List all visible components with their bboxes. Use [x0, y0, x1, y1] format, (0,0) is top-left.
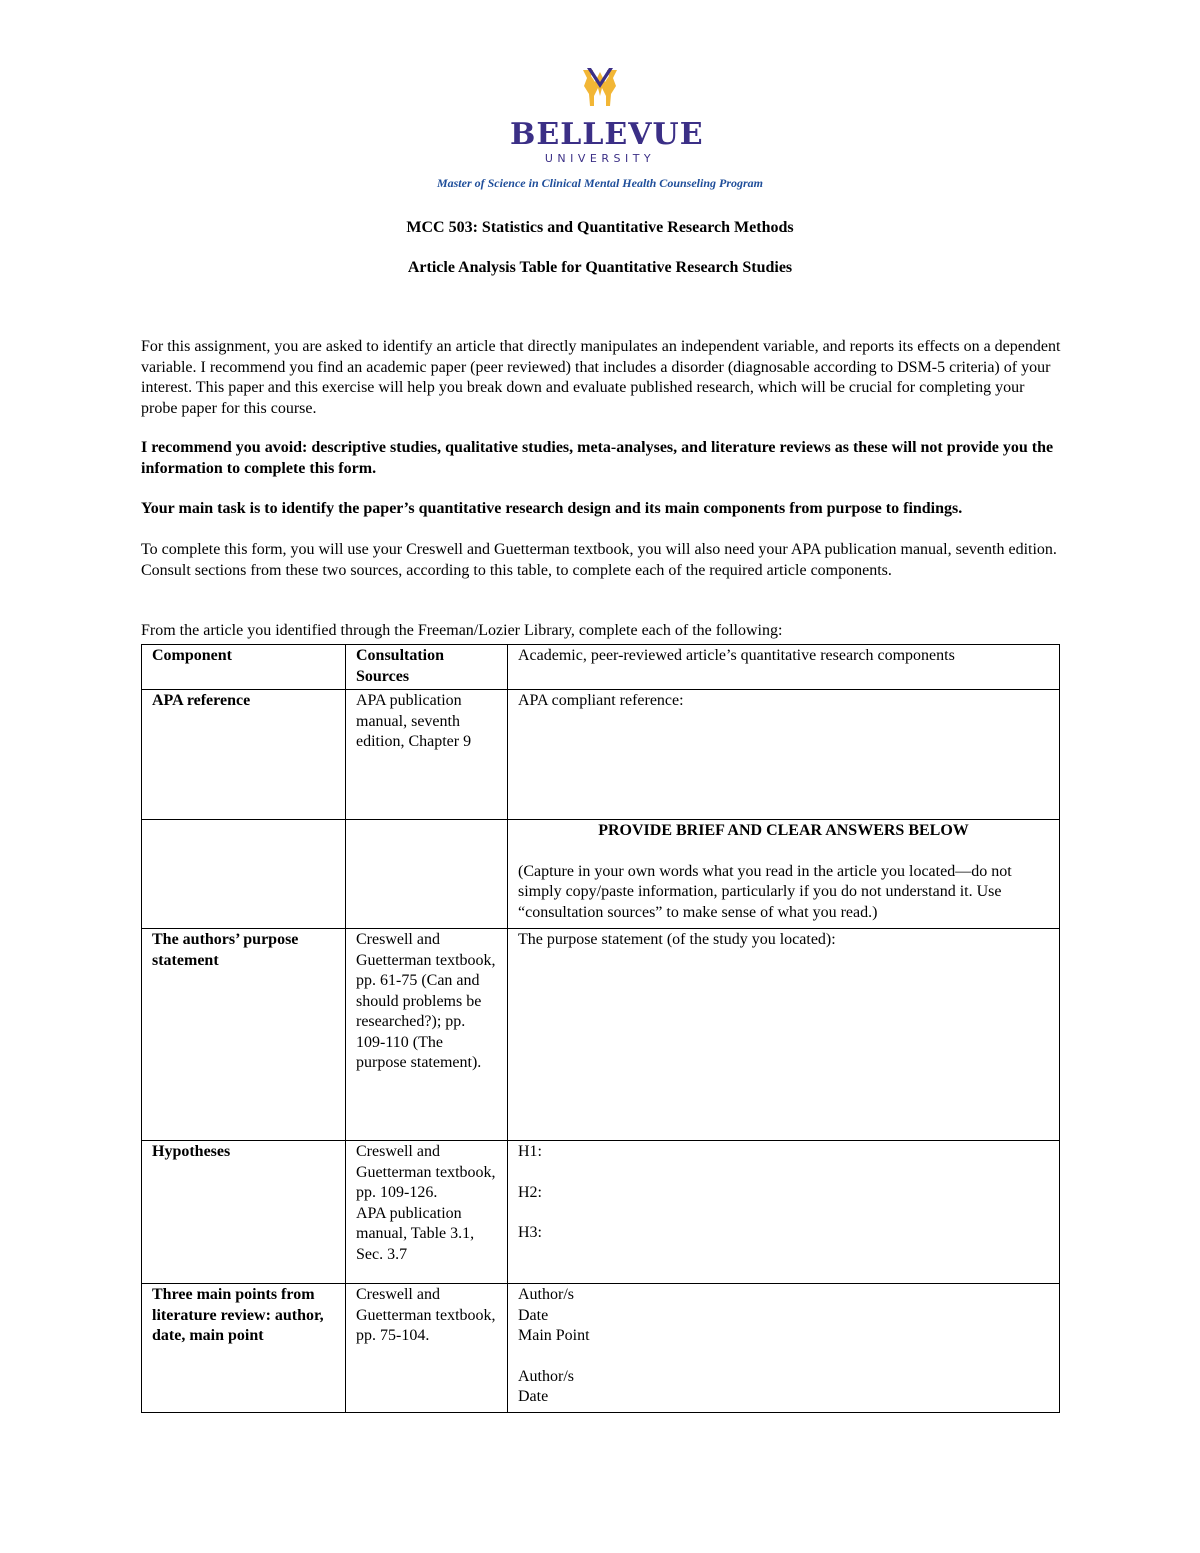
apa-answer[interactable]: APA compliant reference: [508, 690, 1060, 820]
literature-component: Three main points from literature review: author, date, main point [142, 1284, 346, 1413]
hypothesis-h3: H3: [518, 1224, 542, 1241]
literature-date-1: Date [518, 1306, 549, 1324]
logo-subtitle: UNIVERSITY [544, 152, 656, 165]
purpose-answer[interactable]: The purpose statement (of the study you located): [508, 929, 1060, 1141]
bellevue-crest-icon [577, 66, 623, 112]
course-title: MCC 503: Statistics and Quantitative Research Methods [406, 219, 794, 236]
literature-author-1: Author/s [518, 1286, 574, 1303]
table-row-hypotheses [142, 1141, 1060, 1284]
instructions-component-empty [142, 820, 346, 929]
avoid-paragraph: I recommend you avoid: descriptive studies, qualitative studies, meta-analyses, and literature reviews as these will not provide you the information to complete this form. [141, 439, 1054, 477]
hypotheses-sources [346, 1141, 508, 1284]
document-subtitle: Article Analysis Table for Quantitative Research Studies [407, 259, 793, 276]
purpose-sources: Creswell and Guetterman textbook, pp. 61-75 (Can and should problems be researched?); pp. 109-110 (The purpose statement). [346, 929, 508, 1141]
literature-sources: Creswell and Guetterman textbook, pp. 75-104. [346, 1284, 508, 1413]
literature-answer[interactable] [508, 1284, 1060, 1413]
table-row-apa [142, 690, 1060, 820]
instructions-paragraph: To complete this form, you will use your Creswell and Guetterman textbook, you will also need your APA publication manual, seventh edition. Consult sections from these two sources, according to this table, to complete each of the required article components. [141, 541, 1057, 579]
literature-author-2: Author/s [518, 1367, 574, 1385]
instructions-heading: PROVIDE BRIEF AND CLEAR ANSWERS BELOW [598, 822, 969, 839]
literature-main-point-1: Main Point [518, 1327, 590, 1344]
table-header-row [142, 645, 1060, 690]
instructions-note: (Capture in your own words what you read in the article you located—do not simply copy/paste information, particularly if you do not understand it. Use “consultation sources” to make sense of what you read.) [518, 862, 1012, 921]
instructions-sources-empty [346, 820, 508, 929]
header-component: Component [142, 645, 346, 690]
program-name: Master of Science in Clinical Mental Health Counseling Program [436, 176, 764, 190]
bellevue-logo [510, 66, 704, 166]
table-row-purpose [142, 929, 1060, 1141]
article-analysis-table [141, 644, 1060, 1413]
purpose-component: The authors’ purpose statement [142, 929, 346, 1141]
literature-date-2: Date [518, 1388, 549, 1405]
header-answer: Academic, peer-reviewed article’s quantitative research components [508, 645, 1060, 690]
table-row-instructions [142, 820, 1060, 929]
hypotheses-sources-textbook: Creswell and Guetterman textbook, pp. 109-126. [356, 1143, 496, 1201]
apa-sources: APA publication manual, seventh edition, Chapter 9 [346, 690, 508, 820]
main-task-paragraph: Your main task is to identify the paper’s quantitative research design and its main components from purpose to findings. [141, 500, 963, 517]
header-sources: Consultation Sources [346, 645, 508, 690]
logo-wordmark: BELLEVUE [510, 117, 704, 152]
hypotheses-component: Hypotheses [142, 1141, 346, 1284]
hypotheses-answer[interactable] [508, 1141, 1060, 1284]
hypothesis-h1: H1: [518, 1143, 542, 1160]
hypothesis-h2: H2: [518, 1183, 542, 1201]
table-row-literature [142, 1284, 1060, 1413]
instructions-cell [508, 820, 1060, 929]
apa-component: APA reference [142, 690, 346, 820]
hypotheses-sources-apa: APA publication manual, Table 3.1, Sec. 3.7 [356, 1204, 475, 1263]
intro-paragraph: For this assignment, you are asked to identify an article that directly manipulates an independent variable, and reports its effects on a dependent variable. I recommend you find an academic paper (peer reviewed) that includes a disorder (diagnosable according to DSM-5 criteria) of your interest. This paper and this exercise will help you break down and evaluate published research, which will be crucial for completing your probe paper for this course. [141, 338, 1061, 417]
complete-following-paragraph: From the article you identified through the Freeman/Lozier Library, complete each of the following: [141, 622, 783, 639]
